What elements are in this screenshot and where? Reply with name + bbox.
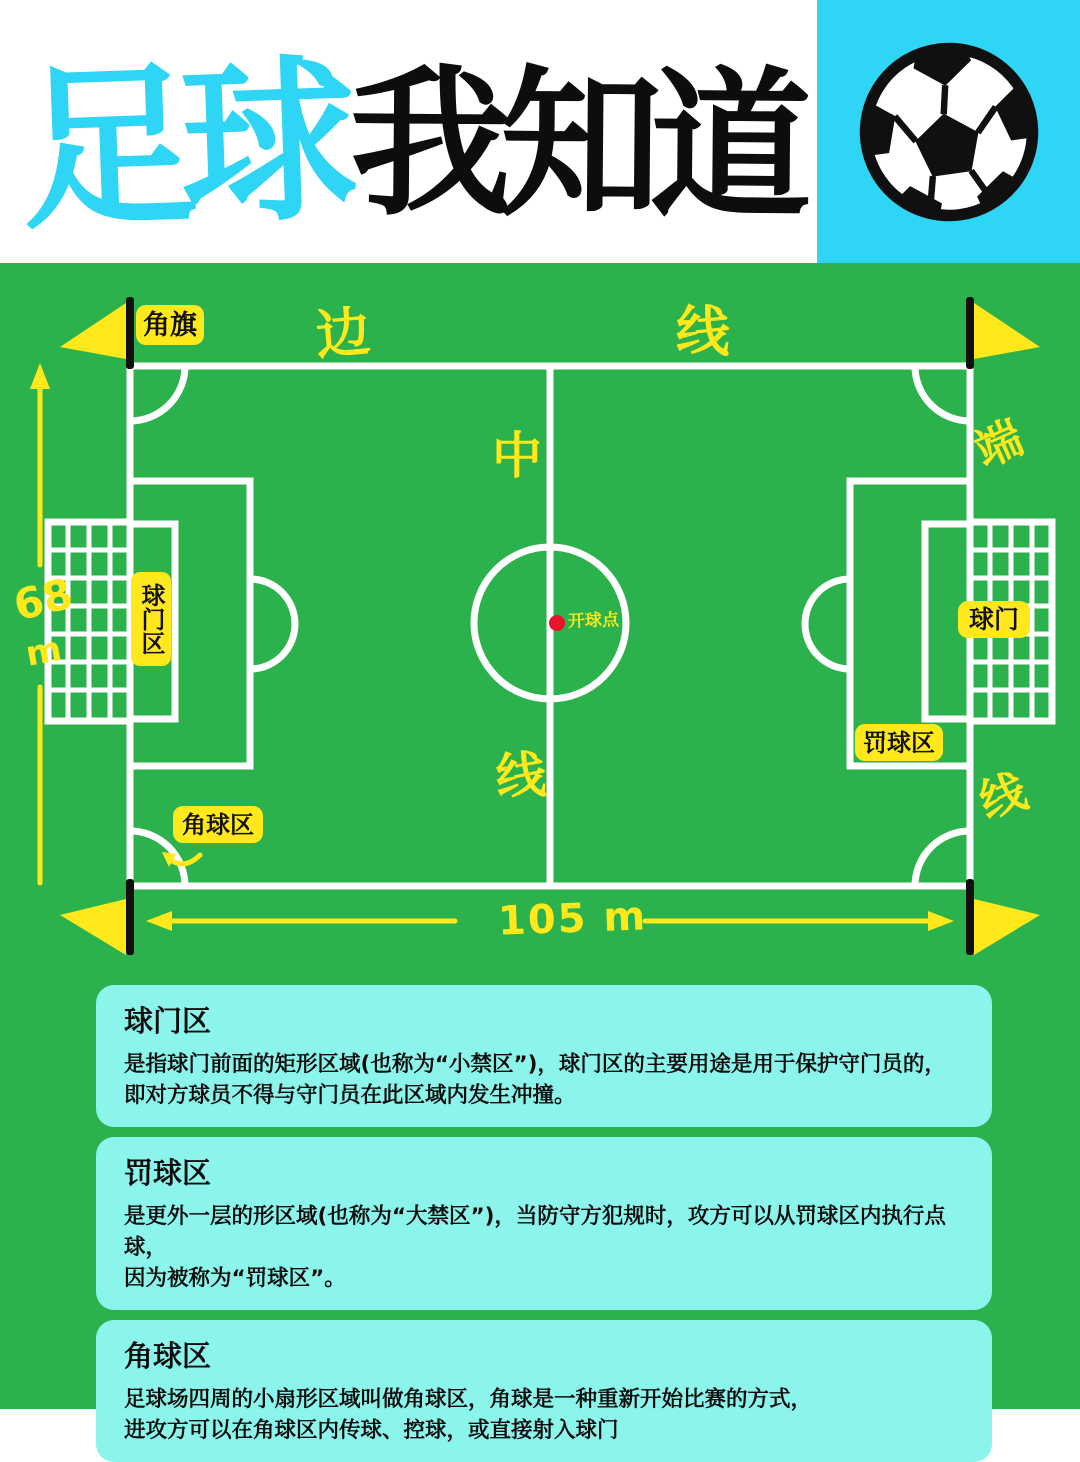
endline-label-char2: 线	[972, 763, 1034, 829]
header	[0, 0, 1080, 263]
page-title	[17, 0, 801, 263]
centerline-label-char2: 线	[494, 745, 548, 807]
header-accent-block	[817, 0, 1080, 263]
corner-area-tag: 角球区	[173, 806, 263, 843]
corner-flag-top-right-icon	[966, 297, 1040, 369]
goal-area-tag: 球门区	[131, 572, 171, 666]
corner-flag-bottom-left-icon	[60, 879, 134, 955]
card-title: 罚球区	[124, 1156, 212, 1190]
soccer-ball-icon	[845, 28, 1053, 236]
field-width-value: 68	[8, 568, 78, 631]
penalty-area-tag: 罚球区	[855, 724, 943, 761]
card-body-line: 即对方球员不得与守门员在此区域内发生冲撞。	[124, 1083, 576, 1108]
corner-flag-bottom-right-icon	[966, 879, 1040, 955]
pitch-diagram	[0, 263, 1080, 985]
corner-flag-tag: 角旗	[136, 305, 204, 345]
info-card-penalty-area	[96, 1137, 992, 1310]
info-cards	[96, 985, 992, 1462]
goal-net-left-icon	[48, 522, 130, 721]
title-part-iknow: 我知道	[349, 49, 801, 242]
corner-flag-top-left-icon	[60, 297, 134, 369]
field-width-unit: m	[22, 629, 65, 675]
card-body-line: 因为被称为“罚球区”。	[124, 1266, 346, 1291]
endline-label-char1: 端	[967, 409, 1031, 479]
card-title: 角球区	[124, 1339, 212, 1373]
info-card-corner-area	[96, 1320, 992, 1462]
card-title: 球门区	[124, 1004, 212, 1038]
kickoff-point-label: 开球点	[567, 610, 620, 632]
info-card-goal-area	[96, 985, 992, 1127]
length-arrow-left	[146, 911, 455, 931]
card-body-line: 进攻方可以在角球区内传球、控球，或直接射入球门	[124, 1418, 619, 1443]
card-body-line: 是指球门前面的矩形区域(也称为“小禁区”)，球门区的主要用途是用于保护守门员的，	[124, 1052, 946, 1077]
card-body-line: 是更外一层的形区域(也称为“大禁区”)，当防守方犯规时，攻方可以从罚球区内执行点球，	[124, 1204, 946, 1260]
kickoff-dot	[549, 615, 565, 631]
length-arrow-right	[645, 911, 954, 931]
card-body-line: 足球场四周的小扇形区域叫做角球区，角球是一种重新开始比赛的方式，	[124, 1387, 813, 1412]
sideline-label-char2: 线	[674, 299, 732, 364]
centerline-label-char1: 中	[492, 427, 542, 485]
title-part-soccer: 足球	[17, 38, 345, 255]
sideline-label-char1: 边	[313, 299, 373, 368]
field-length-label: 105 m	[497, 893, 648, 945]
goal-tag: 球门	[958, 601, 1030, 638]
